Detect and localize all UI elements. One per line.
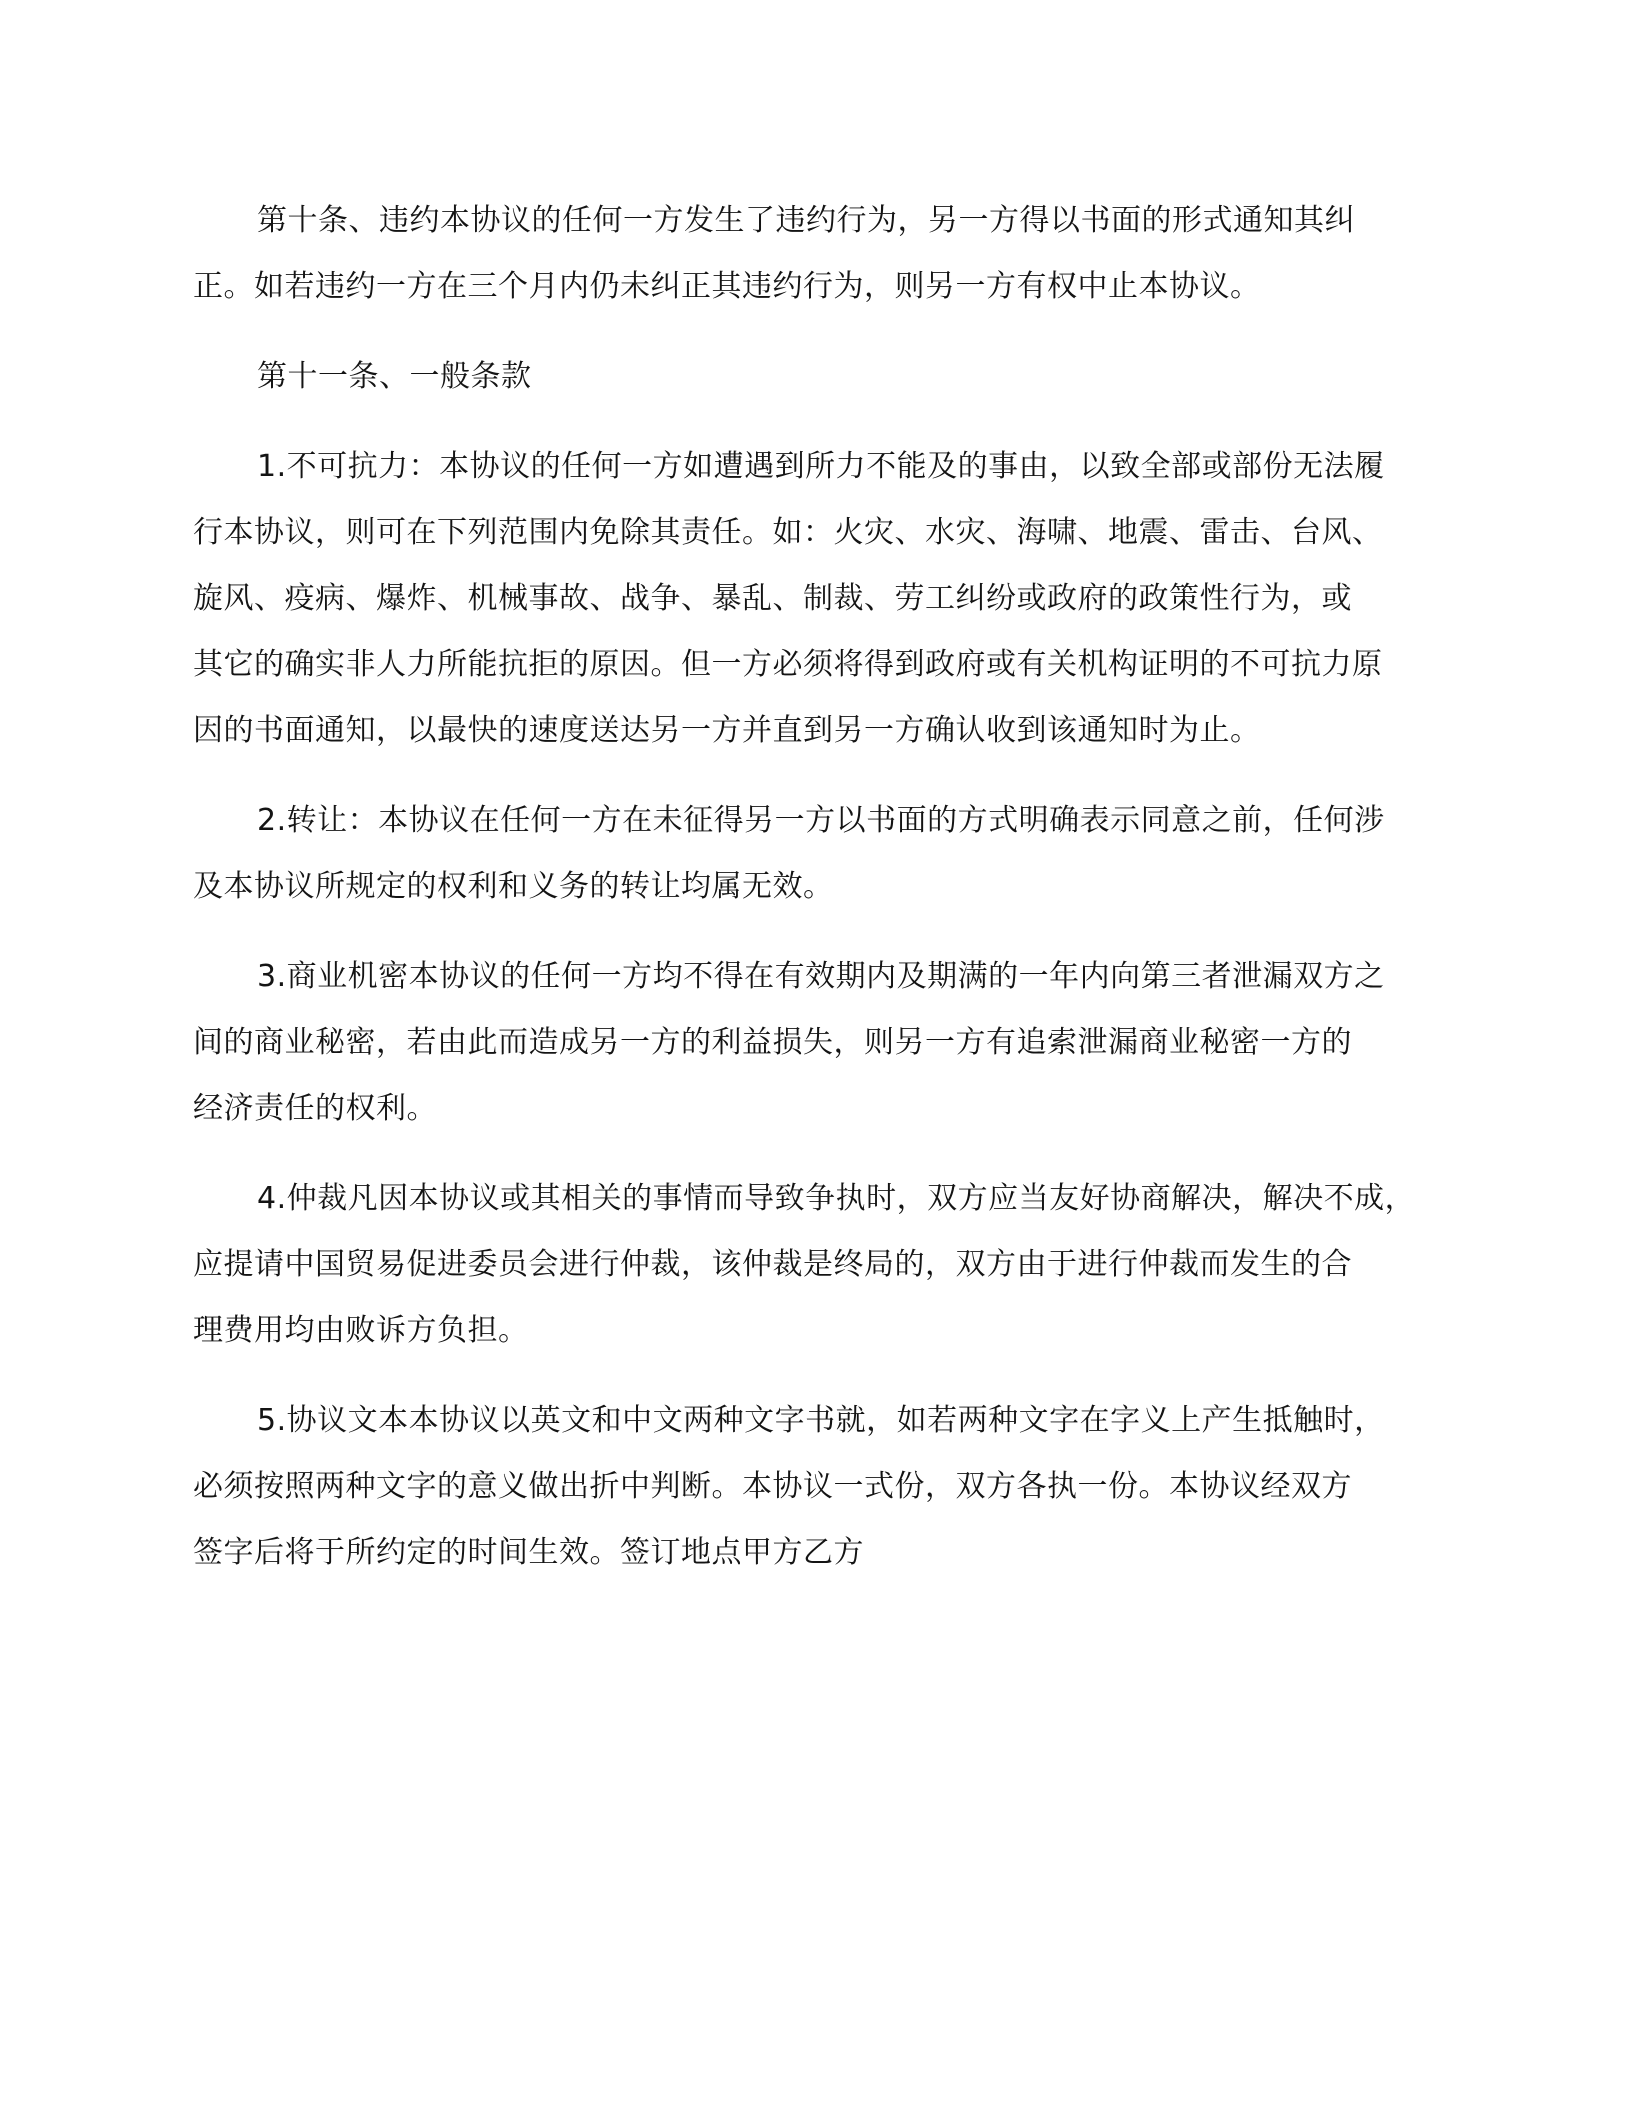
text-line: 行本协议，则可在下列范围内免除其责任。如：火灾、水灾、海啸、地震、雷击、台风、 [193,515,1383,550]
paragraph-force-majeure [193,434,1473,764]
text-line: 经济责任的权利。 [193,1091,437,1126]
text-line: 理费用均由败诉方负担。 [193,1313,529,1348]
text-line: 间的商业秘密，若由此而造成另一方的利益损失，则另一方有追索泄漏商业秘密一方的 [193,1025,1352,1060]
paragraph-arbitration [193,1166,1473,1364]
paragraph-article-11-heading [193,344,1473,410]
text-line: 及本协议所规定的权利和义务的转让均属无效。 [193,869,834,904]
text-line: 5.协议文本本协议以英文和中文两种文字书就，如若两种文字在字义上产生抵触时， [257,1403,1385,1438]
paragraph-agreement-text [193,1388,1473,1586]
text-line: 签字后将于所约定的时间生效。签订地点甲方乙方 [193,1535,864,1570]
text-line: 1.不可抗力：本协议的任何一方如遭遇到所力不能及的事由，以致全部或部份无法履 [257,449,1385,484]
text-line: 旋风、疫病、爆炸、机械事故、战争、暴乱、制裁、劳工纠纷或政府的政策性行为，或 [193,581,1352,616]
section-heading: 第十一条、一般条款 [257,359,532,394]
text-line: 3.商业机密本协议的任何一方均不得在有效期内及期满的一年内向第三者泄漏双方之 [257,959,1385,994]
text-line: 第十条、违约本协议的任何一方发生了违约行为，另一方得以书面的形式通知其纠 [257,203,1355,238]
text-line: 应提请中国贸易促进委员会进行仲裁，该仲裁是终局的，双方由于进行仲裁而发生的合 [193,1247,1352,1282]
paragraph-trade-secrets [193,944,1473,1142]
text-line: 4.仲裁凡因本协议或其相关的事情而导致争执时，双方应当友好协商解决，解决不成， [257,1181,1416,1216]
document-body [193,188,1473,1586]
text-line: 因的书面通知，以最快的速度送达另一方并直到另一方确认收到该通知时为止。 [193,713,1261,748]
text-line: 2.转让：本协议在任何一方在未征得另一方以书面的方式明确表示同意之前，任何涉 [257,803,1385,838]
text-line: 其它的确实非人力所能抗拒的原因。但一方必须将得到政府或有关机构证明的不可抗力原 [193,647,1383,682]
paragraph-article-10 [193,188,1473,320]
text-line: 正。如若违约一方在三个月内仍未纠正其违约行为，则另一方有权中止本协议。 [193,269,1261,304]
paragraph-transfer [193,788,1473,920]
text-line: 必须按照两种文字的意义做出折中判断。本协议一式份，双方各执一份。本协议经双方 [193,1469,1352,1504]
